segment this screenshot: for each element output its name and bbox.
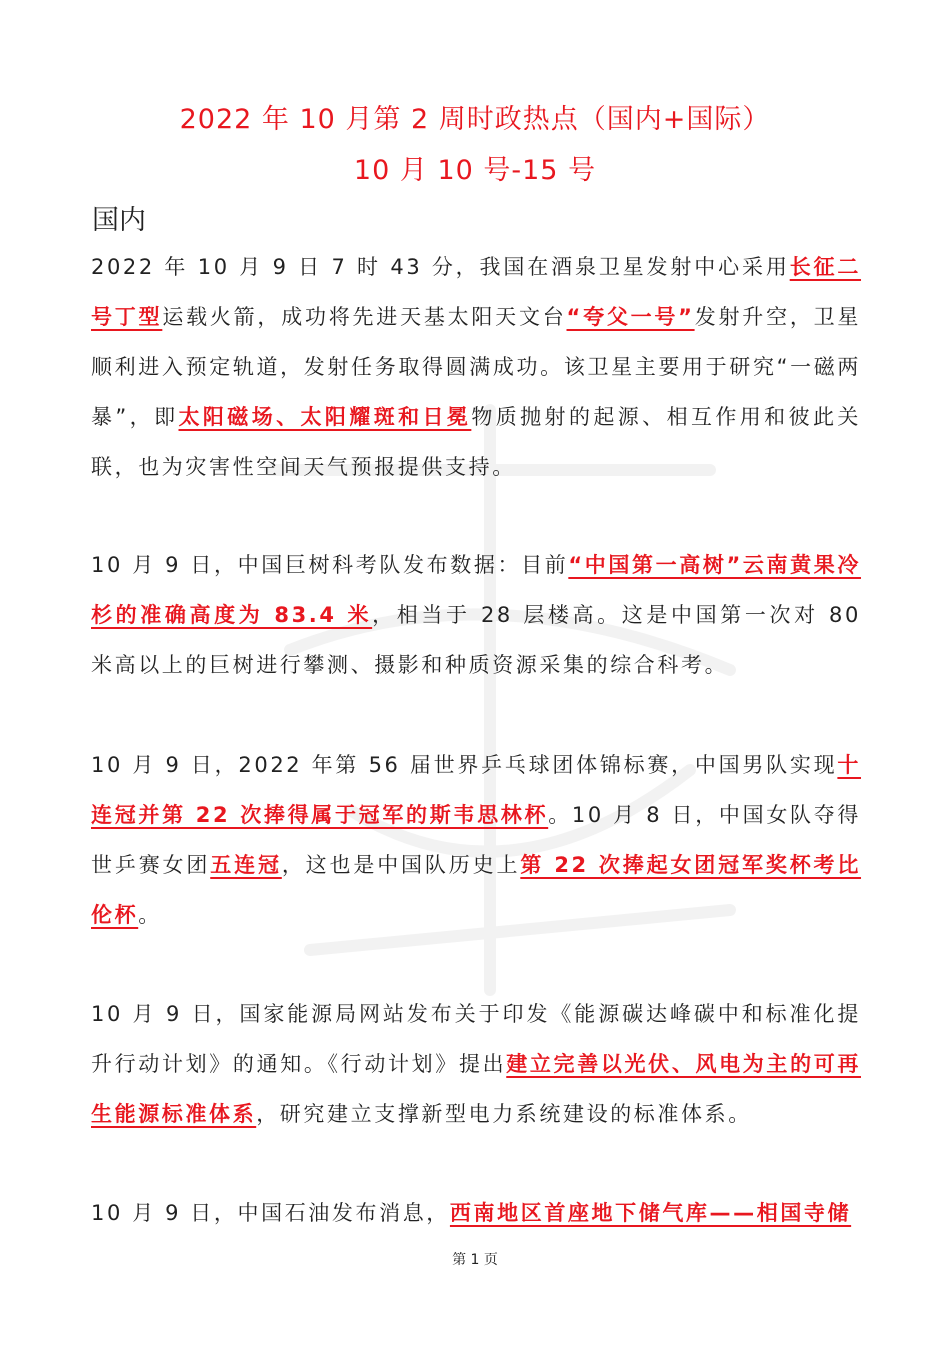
section-heading: 国内 <box>92 205 146 236</box>
highlighted-key-phrase: 长征二号丁型 <box>91 255 862 329</box>
paragraph-text: 10 月 9 日，国家能源局网站发布关于印发《能源碳达峰碳中和标准化提升行动计划》的通知。《行动计划》提出 <box>91 1002 861 1076</box>
highlighted-key-phrase: 十连冠并第 22 次捧得属于冠军的斯韦思林杯 <box>91 753 861 827</box>
paragraph-text: ，这也是中国队历史上 <box>281 853 521 877</box>
paragraph-text: ，研究建立支撑新型电力系统建设的标准体系。 <box>256 1102 752 1126</box>
paragraph-text: 。 <box>138 903 162 927</box>
highlighted-key-phrase: “中国第一高树”云南黄果冷杉的准确高度为 83.4 米 <box>91 553 861 627</box>
paragraph-text: 物质抛射的起源、相互作用和彼此关联，也为灾害性空间天气预报提供支持。 <box>91 405 861 479</box>
page-number: 第 1 页 <box>452 1252 498 1268</box>
paragraph-text: 2022 年 10 月 9 日 7 时 43 分，我国在酒泉卫星发射中心采用 <box>91 255 790 279</box>
highlighted-key-phrase: 五连冠 <box>210 853 282 877</box>
paragraph-text: 10 月 9 日，中国巨树科考队发布数据：目前 <box>91 553 569 577</box>
page-subtitle-dates: 10 月 10 号-15 号 <box>353 155 597 186</box>
news-paragraph <box>91 989 861 1139</box>
highlighted-key-phrase: 第 22 次捧起女团冠军奖杯考比伦杯 <box>91 853 862 927</box>
paragraph-text: 发射升空，卫星顺利进入预定轨道，发射任务取得圆满成功。该卫星主要用于研究“一磁两暴”，即 <box>91 305 861 429</box>
news-paragraph <box>91 540 861 690</box>
news-paragraph <box>91 242 861 492</box>
highlighted-key-phrase: 西南地区首座地下储气库——相国寺储 <box>449 1201 852 1225</box>
paragraph-text: 10 月 9 日，2022 年第 56 届世界乒乓球团体锦标赛，中国男队实现 <box>91 753 838 777</box>
paragraph-text: 运载火箭，成功将先进天基太阳天文台 <box>162 305 567 329</box>
paragraph-text: 10 月 9 日，中国石油发布消息， <box>91 1201 450 1225</box>
page-title: 2022 年 10 月第 2 周时政热点（国内+国际） <box>179 104 771 135</box>
news-paragraph <box>91 1188 861 1238</box>
paragraph-text: ，相当于 28 层楼高。这是中国第一次对 80 米高以上的巨树进行攀测、摄影和种质资源采集的综合科考。 <box>91 603 861 677</box>
paragraph-text: 。10 月 8 日，中国女队夺得世乒赛女团 <box>91 803 861 877</box>
highlighted-key-phrase: 太阳磁场、太阳耀斑和日冕 <box>178 405 472 429</box>
news-paragraph <box>91 740 861 940</box>
highlighted-key-phrase: “夸父一号” <box>566 305 695 329</box>
highlighted-key-phrase: 建立完善以光伏、风电为主的可再生能源标准体系 <box>91 1052 861 1126</box>
